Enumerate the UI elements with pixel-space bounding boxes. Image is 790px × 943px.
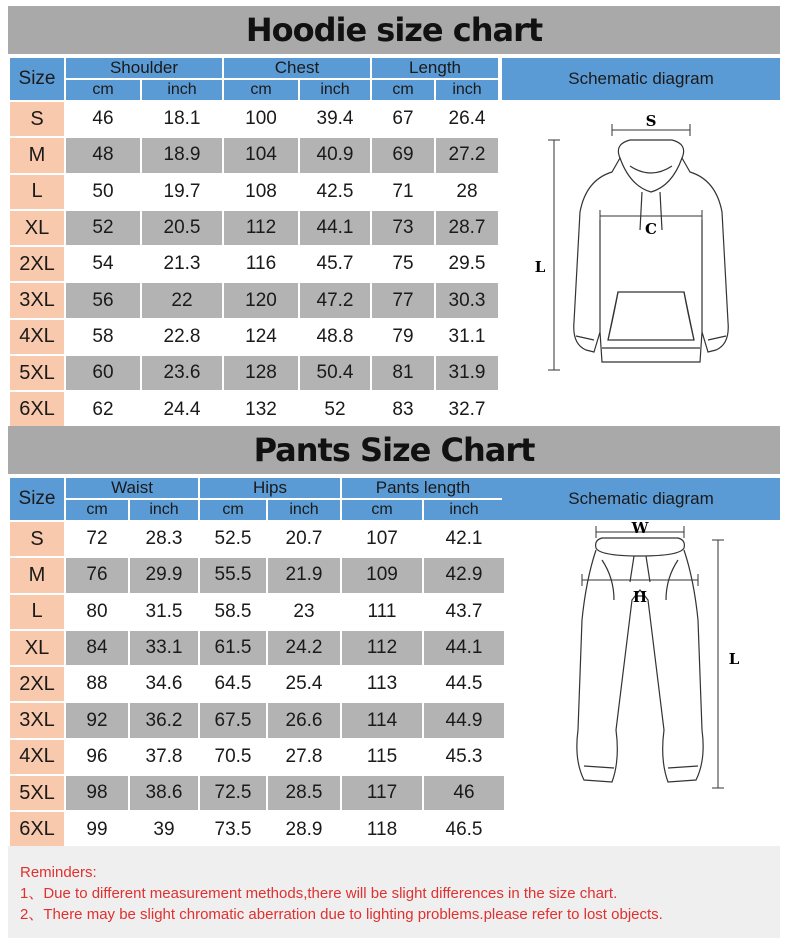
hoodie-title: Hoodie size chart xyxy=(8,6,780,54)
l-label: L xyxy=(534,258,546,276)
value-cell: 67.5 xyxy=(200,703,266,737)
table-row xyxy=(10,631,504,665)
value-cell: 26.4 xyxy=(436,102,498,136)
hoodie-table xyxy=(8,56,500,429)
unit-header: inch xyxy=(142,80,222,100)
hoodie-schematic xyxy=(502,58,780,420)
unit-header: inch xyxy=(268,500,340,520)
value-cell: 62 xyxy=(66,392,140,426)
table-row xyxy=(10,522,504,556)
value-cell: 46.5 xyxy=(424,812,504,846)
pants-table xyxy=(8,476,506,849)
table-row xyxy=(10,776,504,810)
size-cell: 5XL xyxy=(10,776,64,810)
value-cell: 73 xyxy=(372,211,434,245)
size-cell: 2XL xyxy=(10,667,64,701)
value-cell: 38.6 xyxy=(130,776,198,810)
table-row xyxy=(10,320,498,354)
value-cell: 96 xyxy=(66,740,128,774)
pants-drawing xyxy=(502,520,780,840)
table-row xyxy=(10,356,498,390)
value-cell: 46 xyxy=(424,776,504,810)
value-cell: 120 xyxy=(224,283,298,317)
value-cell: 56 xyxy=(66,283,140,317)
s-label: S xyxy=(645,112,657,130)
value-cell: 79 xyxy=(372,320,434,354)
value-cell: 113 xyxy=(342,667,422,701)
value-cell: 50 xyxy=(66,175,140,209)
value-cell: 44.1 xyxy=(300,211,370,245)
value-cell: 124 xyxy=(224,320,298,354)
value-cell: 83 xyxy=(372,392,434,426)
l-label: L xyxy=(728,650,740,668)
value-cell: 18.1 xyxy=(142,102,222,136)
value-cell: 100 xyxy=(224,102,298,136)
size-cell: 6XL xyxy=(10,812,64,846)
value-cell: 20.7 xyxy=(268,522,340,556)
value-cell: 37.8 xyxy=(130,740,198,774)
value-cell: 26.6 xyxy=(268,703,340,737)
value-cell: 111 xyxy=(342,595,422,629)
value-cell: 19.7 xyxy=(142,175,222,209)
value-cell: 61.5 xyxy=(200,631,266,665)
size-cell: M xyxy=(10,138,64,172)
value-cell: 84 xyxy=(66,631,128,665)
value-cell: 21.3 xyxy=(142,247,222,281)
value-cell: 28.3 xyxy=(130,522,198,556)
value-cell: 28.7 xyxy=(436,211,498,245)
value-cell: 99 xyxy=(66,812,128,846)
value-cell: 50.4 xyxy=(300,356,370,390)
table-row xyxy=(10,558,504,592)
size-header: Size xyxy=(10,478,64,520)
table-row xyxy=(10,703,504,737)
value-cell: 67 xyxy=(372,102,434,136)
value-cell: 72 xyxy=(66,522,128,556)
size-cell: L xyxy=(10,175,64,209)
reminders-heading: Reminders: xyxy=(20,864,97,881)
hoodie-size-chart xyxy=(8,6,780,421)
unit-header: inch xyxy=(130,500,198,520)
size-cell: 6XL xyxy=(10,392,64,426)
value-cell: 45.7 xyxy=(300,247,370,281)
value-cell: 114 xyxy=(342,703,422,737)
shoulder-header: Shoulder xyxy=(66,58,222,78)
value-cell: 58 xyxy=(66,320,140,354)
value-cell: 112 xyxy=(342,631,422,665)
value-cell: 108 xyxy=(224,175,298,209)
unit-header: cm xyxy=(66,80,140,100)
value-cell: 33.1 xyxy=(130,631,198,665)
value-cell: 107 xyxy=(342,522,422,556)
pants-title: Pants Size Chart xyxy=(8,426,780,474)
table-row xyxy=(10,392,498,426)
value-cell: 47.2 xyxy=(300,283,370,317)
size-cell: XL xyxy=(10,211,64,245)
table-row xyxy=(10,812,504,846)
chest-header: Chest xyxy=(224,58,370,78)
value-cell: 48 xyxy=(66,138,140,172)
table-row xyxy=(10,667,504,701)
value-cell: 92 xyxy=(66,703,128,737)
value-cell: 31.5 xyxy=(130,595,198,629)
value-cell: 44.1 xyxy=(424,631,504,665)
unit-header: cm xyxy=(372,80,434,100)
pants-length-header: Pants length xyxy=(342,478,504,498)
size-cell: 4XL xyxy=(10,740,64,774)
schematic-header: Schematic diagram xyxy=(502,478,780,520)
value-cell: 77 xyxy=(372,283,434,317)
value-cell: 44.5 xyxy=(424,667,504,701)
value-cell: 28 xyxy=(436,175,498,209)
value-cell: 54 xyxy=(66,247,140,281)
value-cell: 22.8 xyxy=(142,320,222,354)
hips-header: Hips xyxy=(200,478,340,498)
value-cell: 52 xyxy=(66,211,140,245)
unit-header: cm xyxy=(66,500,128,520)
c-label: C xyxy=(645,220,657,238)
table-row xyxy=(10,283,498,317)
hoodie-drawing xyxy=(502,100,780,420)
value-cell: 29.5 xyxy=(436,247,498,281)
size-cell: XL xyxy=(10,631,64,665)
reminder-line-1: 1、Due to different measurement methods,there will be slight differences in the size chart. xyxy=(20,885,618,902)
value-cell: 116 xyxy=(224,247,298,281)
table-row xyxy=(10,211,498,245)
value-cell: 42.1 xyxy=(424,522,504,556)
value-cell: 40.9 xyxy=(300,138,370,172)
value-cell: 75 xyxy=(372,247,434,281)
value-cell: 27.8 xyxy=(268,740,340,774)
table-row xyxy=(10,247,498,281)
unit-header: inch xyxy=(424,500,504,520)
table-row xyxy=(10,102,498,136)
value-cell: 22 xyxy=(142,283,222,317)
reminder-line-2: 2、There may be slight chromatic aberration due to lighting problems.please refer to lost objects. xyxy=(20,906,663,923)
value-cell: 52 xyxy=(300,392,370,426)
waist-header: Waist xyxy=(66,478,198,498)
value-cell: 58.5 xyxy=(200,595,266,629)
size-header: Size xyxy=(10,58,64,100)
value-cell: 32.7 xyxy=(436,392,498,426)
value-cell: 115 xyxy=(342,740,422,774)
pants-table-body xyxy=(10,522,504,847)
value-cell: 28.9 xyxy=(268,812,340,846)
pants-schematic xyxy=(502,478,780,840)
value-cell: 44.9 xyxy=(424,703,504,737)
value-cell: 23.6 xyxy=(142,356,222,390)
value-cell: 28.5 xyxy=(268,776,340,810)
unit-header: cm xyxy=(342,500,422,520)
unit-header: cm xyxy=(200,500,266,520)
value-cell: 72.5 xyxy=(200,776,266,810)
value-cell: 20.5 xyxy=(142,211,222,245)
value-cell: 109 xyxy=(342,558,422,592)
value-cell: 71 xyxy=(372,175,434,209)
value-cell: 31.9 xyxy=(436,356,498,390)
size-cell: 3XL xyxy=(10,703,64,737)
size-cell: L xyxy=(10,595,64,629)
value-cell: 27.2 xyxy=(436,138,498,172)
unit-header: cm xyxy=(224,80,298,100)
value-cell: 70.5 xyxy=(200,740,266,774)
value-cell: 128 xyxy=(224,356,298,390)
size-cell: S xyxy=(10,522,64,556)
value-cell: 48.8 xyxy=(300,320,370,354)
pants-size-chart xyxy=(8,426,780,841)
size-cell: 3XL xyxy=(10,283,64,317)
value-cell: 117 xyxy=(342,776,422,810)
value-cell: 18.9 xyxy=(142,138,222,172)
size-cell: 4XL xyxy=(10,320,64,354)
value-cell: 88 xyxy=(66,667,128,701)
value-cell: 104 xyxy=(224,138,298,172)
value-cell: 31.1 xyxy=(436,320,498,354)
size-cell: M xyxy=(10,558,64,592)
h-label: H xyxy=(632,588,648,606)
value-cell: 39 xyxy=(130,812,198,846)
value-cell: 80 xyxy=(66,595,128,629)
value-cell: 25.4 xyxy=(268,667,340,701)
value-cell: 118 xyxy=(342,812,422,846)
value-cell: 30.3 xyxy=(436,283,498,317)
value-cell: 76 xyxy=(66,558,128,592)
table-row xyxy=(10,138,498,172)
value-cell: 21.9 xyxy=(268,558,340,592)
value-cell: 46 xyxy=(66,102,140,136)
value-cell: 24.4 xyxy=(142,392,222,426)
size-cell: 5XL xyxy=(10,356,64,390)
value-cell: 39.4 xyxy=(300,102,370,136)
value-cell: 60 xyxy=(66,356,140,390)
value-cell: 73.5 xyxy=(200,812,266,846)
table-row xyxy=(10,175,498,209)
size-cell: S xyxy=(10,102,64,136)
value-cell: 52.5 xyxy=(200,522,266,556)
w-label: W xyxy=(631,520,649,537)
table-row xyxy=(10,595,504,629)
value-cell: 34.6 xyxy=(130,667,198,701)
value-cell: 23 xyxy=(268,595,340,629)
value-cell: 112 xyxy=(224,211,298,245)
value-cell: 55.5 xyxy=(200,558,266,592)
value-cell: 42.5 xyxy=(300,175,370,209)
value-cell: 36.2 xyxy=(130,703,198,737)
unit-header: inch xyxy=(300,80,370,100)
length-header: Length xyxy=(372,58,498,78)
value-cell: 81 xyxy=(372,356,434,390)
value-cell: 42.9 xyxy=(424,558,504,592)
reminders-box xyxy=(8,846,780,938)
value-cell: 64.5 xyxy=(200,667,266,701)
value-cell: 69 xyxy=(372,138,434,172)
value-cell: 24.2 xyxy=(268,631,340,665)
schematic-header: Schematic diagram xyxy=(502,58,780,100)
hoodie-table-body xyxy=(10,102,498,427)
value-cell: 29.9 xyxy=(130,558,198,592)
value-cell: 98 xyxy=(66,776,128,810)
unit-header: inch xyxy=(436,80,498,100)
value-cell: 43.7 xyxy=(424,595,504,629)
value-cell: 132 xyxy=(224,392,298,426)
value-cell: 45.3 xyxy=(424,740,504,774)
table-row xyxy=(10,740,504,774)
size-cell: 2XL xyxy=(10,247,64,281)
